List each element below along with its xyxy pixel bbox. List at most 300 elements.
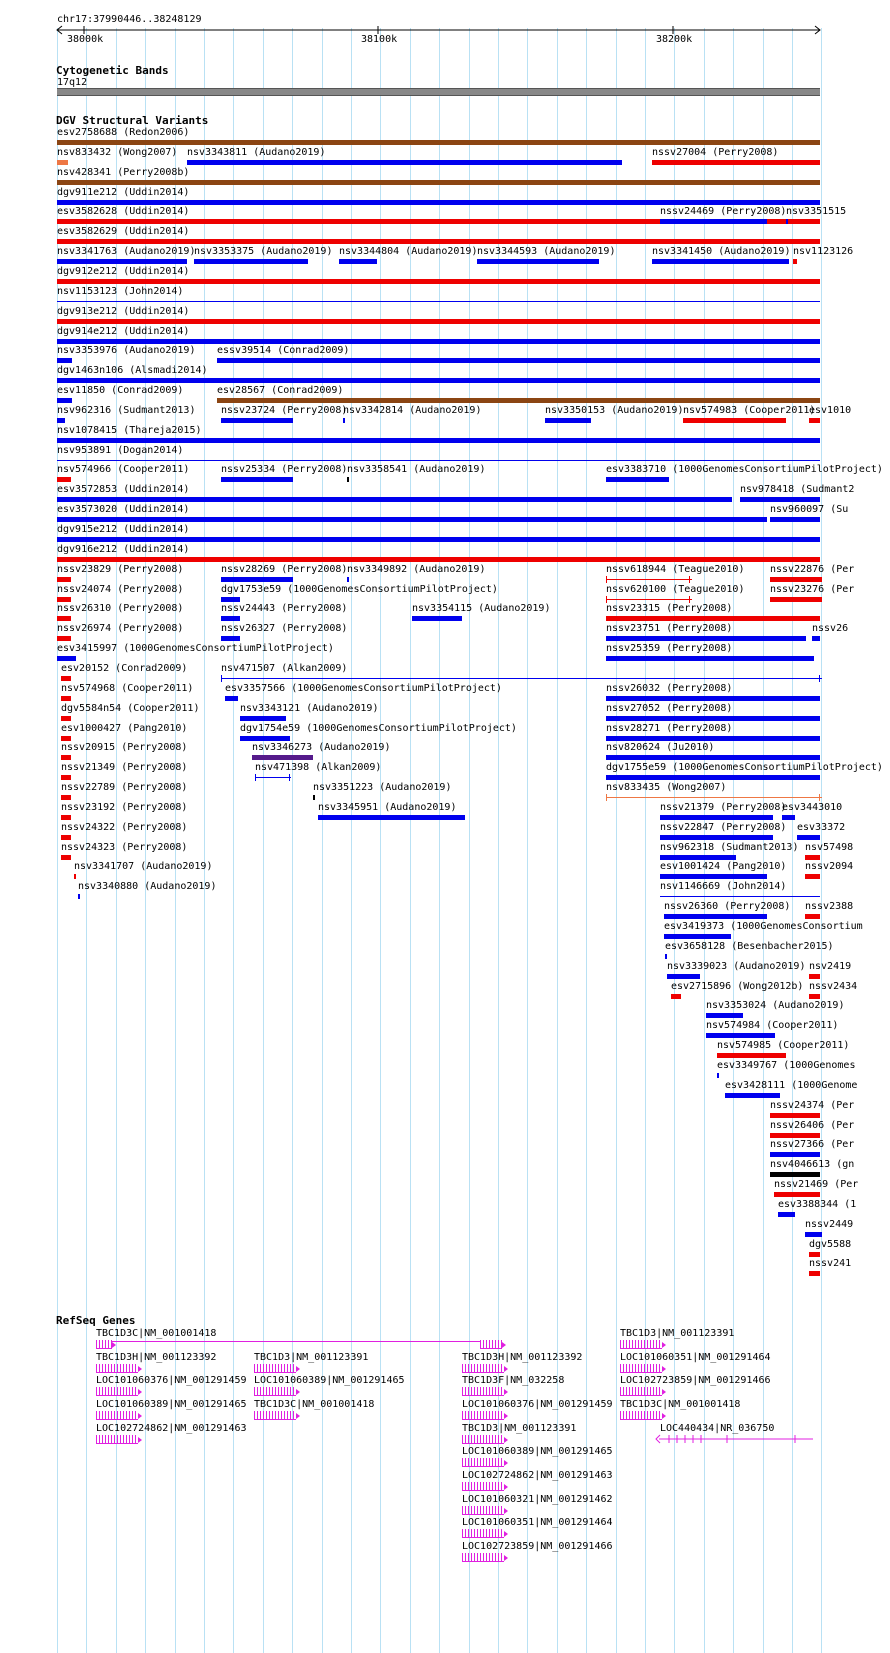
gene-label[interactable]: LOC101060351|NM_001291464 xyxy=(462,1517,613,1528)
variant-label[interactable]: nsv3343121 (Audano2019) xyxy=(240,703,379,714)
variant-bar[interactable] xyxy=(57,460,820,461)
variant-label[interactable]: esv3357566 (1000GenomesConsortiumPilotProject) xyxy=(225,683,502,694)
gene-label[interactable]: LOC102724862|NM_001291463 xyxy=(462,1470,613,1481)
variant-label[interactable]: nsv3354115 (Audano2019) xyxy=(412,603,551,614)
gene-label[interactable]: LOC101060321|NM_001291462 xyxy=(462,1494,613,1505)
variant-bar[interactable] xyxy=(240,716,286,721)
variant-label[interactable]: dgv916e212 (Uddin2014) xyxy=(57,544,190,555)
variant-bar[interactable] xyxy=(221,636,240,641)
variant-label[interactable]: nsv574983 (Cooper2011) xyxy=(683,405,816,416)
variant-bar[interactable] xyxy=(78,894,80,899)
cytoband-bar[interactable] xyxy=(57,88,820,96)
variant-label[interactable]: nssv620100 (Teague2010) xyxy=(606,584,745,595)
variant-bar[interactable] xyxy=(61,795,71,800)
variant-label[interactable]: nsv1078415 (Thareja2015) xyxy=(57,425,202,436)
grid-line xyxy=(616,28,617,1653)
variant-label[interactable]: nssv26032 (Perry2008) xyxy=(606,683,733,694)
variant-bar[interactable] xyxy=(57,378,820,383)
variant-label[interactable]: nsv3353024 (Audano2019) xyxy=(706,1000,845,1011)
gene-model[interactable] xyxy=(462,1482,504,1491)
variant-bar[interactable] xyxy=(786,219,788,224)
variant-label[interactable]: nssv26 xyxy=(812,623,849,634)
variant-label[interactable]: nssv26360 (Perry2008) xyxy=(664,901,791,912)
variant-bar[interactable] xyxy=(606,755,820,760)
variant-bar[interactable] xyxy=(805,1232,822,1237)
variant-bar[interactable] xyxy=(57,339,820,344)
ruler-tick-label: 38000k xyxy=(67,34,104,45)
gene-label[interactable]: TBC1D3|NM_001123391 xyxy=(462,1423,577,1434)
variant-bar[interactable] xyxy=(57,259,187,264)
variant-bar[interactable] xyxy=(545,418,591,423)
variant-label[interactable]: dgv1754e59 (1000GenomesConsortiumPilotProject) xyxy=(240,723,517,734)
variant-label[interactable]: nsv2419 xyxy=(809,961,852,972)
variant-bar[interactable] xyxy=(57,497,732,502)
variant-label[interactable]: dgv915e212 (Uddin2014) xyxy=(57,524,190,535)
variant-label[interactable]: nsv574985 (Cooper2011) xyxy=(717,1040,850,1051)
variant-bar[interactable] xyxy=(717,1073,719,1078)
gene-label[interactable]: LOC440434|NR_036750 xyxy=(660,1423,775,1434)
variant-bar[interactable] xyxy=(57,180,820,185)
variant-bar[interactable] xyxy=(61,676,71,681)
strand-arrow-icon xyxy=(504,1508,508,1514)
variant-bar[interactable] xyxy=(664,914,767,919)
variant-label[interactable]: nsv471507 (Alkan2009) xyxy=(221,663,348,674)
variant-label[interactable]: nssv28271 (Perry2008) xyxy=(606,723,733,734)
variant-bar[interactable] xyxy=(57,160,68,165)
variant-label[interactable]: nssv2388 xyxy=(805,901,854,912)
variant-label[interactable]: dgv911e212 (Uddin2014) xyxy=(57,187,190,198)
gene-model[interactable] xyxy=(462,1553,504,1562)
variant-label[interactable]: esv2715896 (Wong2012b) xyxy=(671,981,804,992)
variant-bar[interactable] xyxy=(57,301,820,302)
variant-bar[interactable] xyxy=(652,259,789,264)
variant-label[interactable]: dgv913e212 (Uddin2014) xyxy=(57,306,190,317)
variant-bar[interactable] xyxy=(805,855,820,860)
variant-label[interactable]: dgv912e212 (Uddin2014) xyxy=(57,266,190,277)
variant-bar[interactable] xyxy=(778,1212,795,1217)
variant-bar[interactable] xyxy=(74,874,76,879)
variant-label[interactable]: nssv23751 (Perry2008) xyxy=(606,623,733,634)
variant-label[interactable]: nsv574984 (Cooper2011) xyxy=(706,1020,839,1031)
gene-model[interactable] xyxy=(462,1458,504,1467)
variant-bar[interactable] xyxy=(57,537,820,542)
variant-label[interactable]: esv11850 (Conrad2009) xyxy=(57,385,184,396)
variant-bar[interactable] xyxy=(57,517,767,522)
gene-label[interactable]: TBC1D3|NM_001123391 xyxy=(254,1352,369,1363)
gene-model[interactable] xyxy=(96,1411,138,1420)
variant-bar[interactable] xyxy=(805,914,820,919)
variant-label[interactable]: nssv2449 xyxy=(805,1219,854,1230)
gene-model[interactable] xyxy=(462,1506,504,1515)
variant-label[interactable]: nsv3344804 (Audano2019) xyxy=(339,246,478,257)
variant-label[interactable]: nsv574966 (Cooper2011) xyxy=(57,464,190,475)
variant-bar[interactable] xyxy=(57,656,76,661)
dgv-track-title[interactable]: DGV Structural Variants xyxy=(56,114,209,127)
variant-label[interactable]: nsv3341763 (Audano2019) xyxy=(57,246,196,257)
grid-line xyxy=(439,28,440,1653)
variant-bar[interactable] xyxy=(61,815,71,820)
variant-bar[interactable] xyxy=(652,160,820,165)
variant-bar[interactable] xyxy=(606,616,820,621)
variant-label[interactable]: esv33372 xyxy=(797,822,846,833)
variant-label[interactable]: nsv3340880 (Audano2019) xyxy=(78,881,217,892)
strand-arrow-icon xyxy=(662,1342,666,1348)
variant-bar[interactable] xyxy=(740,497,820,502)
variant-bar[interactable] xyxy=(57,616,71,621)
variant-bar[interactable] xyxy=(255,777,291,778)
gene-label[interactable]: LOC101060376|NM_001291459 xyxy=(96,1375,247,1386)
variant-label[interactable]: nsv3349892 (Audano2019) xyxy=(347,564,486,575)
variant-bar[interactable] xyxy=(606,579,692,580)
variant-label[interactable]: nsv3353375 (Audano2019) xyxy=(194,246,333,257)
variant-end-tick xyxy=(819,794,820,801)
gene-label[interactable]: LOC102724862|NM_001291463 xyxy=(96,1423,247,1434)
variant-label[interactable]: dgv1755e59 (1000GenomesConsortiumPilotProject) xyxy=(606,762,883,773)
variant-label[interactable]: esv3443010 xyxy=(782,802,843,813)
variant-bar[interactable] xyxy=(61,716,71,721)
gene-model[interactable] xyxy=(462,1411,504,1420)
variant-bar[interactable] xyxy=(57,597,71,602)
variant-label[interactable]: nssv25334 (Perry2008) xyxy=(221,464,348,475)
variant-label[interactable]: esv28567 (Conrad2009) xyxy=(217,385,344,396)
variant-bar[interactable] xyxy=(606,775,820,780)
gene-label[interactable]: LOC102723859|NM_001291466 xyxy=(462,1541,613,1552)
variant-label[interactable]: nssv23192 (Perry2008) xyxy=(61,802,188,813)
variant-label[interactable]: nssv23724 (Perry2008) xyxy=(221,405,348,416)
variant-bar[interactable] xyxy=(809,418,820,423)
variant-bar[interactable] xyxy=(717,1053,786,1058)
variant-label[interactable]: nssv20915 (Perry2008) xyxy=(61,742,188,753)
variant-label[interactable]: nssv24374 (Per xyxy=(770,1100,855,1111)
variant-bar[interactable] xyxy=(683,418,786,423)
gene-label[interactable]: TBC1D3F|NM_032258 xyxy=(462,1375,565,1386)
gene-intron-line xyxy=(112,1341,480,1342)
variant-bar[interactable] xyxy=(606,696,820,701)
variant-label[interactable]: nsv3350153 (Audano2019) xyxy=(545,405,684,416)
variant-label[interactable]: nssv27052 (Perry2008) xyxy=(606,703,733,714)
variant-bar[interactable] xyxy=(782,815,795,820)
gene-model[interactable] xyxy=(620,1340,662,1349)
gene-model[interactable] xyxy=(462,1529,504,1538)
variant-bar[interactable] xyxy=(61,696,71,701)
variant-label[interactable]: nssv27004 (Perry2008) xyxy=(652,147,779,158)
variant-label[interactable]: dgv5584n54 (Cooper2011) xyxy=(61,703,200,714)
variant-bar[interactable] xyxy=(606,797,822,798)
variant-label[interactable]: nssv23829 (Perry2008) xyxy=(57,564,184,575)
variant-label[interactable]: nsv3344593 (Audano2019) xyxy=(477,246,616,257)
variant-bar[interactable] xyxy=(809,994,820,999)
variant-bar[interactable] xyxy=(221,597,240,602)
refseq-track-title[interactable]: RefSeq Genes xyxy=(56,1314,136,1327)
variant-bar[interactable] xyxy=(217,358,820,363)
variant-bar[interactable] xyxy=(671,994,681,999)
strand-arrow-icon xyxy=(504,1555,508,1561)
variant-bar[interactable] xyxy=(770,1152,820,1157)
variant-label[interactable]: nsv962316 (Sudmant2013) xyxy=(57,405,196,416)
variant-label[interactable]: esv3573020 (Uddin2014) xyxy=(57,504,190,515)
variant-label[interactable]: nsv1123126 xyxy=(793,246,854,257)
variant-bar[interactable] xyxy=(252,755,313,760)
variant-label[interactable]: esv3582628 (Uddin2014) xyxy=(57,206,190,217)
gene-label[interactable]: LOC101060376|NM_001291459 xyxy=(462,1399,613,1410)
variant-bar[interactable] xyxy=(61,855,71,860)
gene-label[interactable]: TBC1D3C|NM_001001418 xyxy=(96,1328,217,1339)
variant-label[interactable]: nssv2434 xyxy=(809,981,858,992)
gene-label[interactable]: TBC1D3|NM_001123391 xyxy=(620,1328,735,1339)
variant-bar[interactable] xyxy=(313,795,315,800)
gene-model[interactable] xyxy=(96,1435,138,1444)
variant-label[interactable]: nsv1153123 (John2014) xyxy=(57,286,184,297)
gene-model[interactable] xyxy=(96,1340,112,1349)
variant-label[interactable]: nsv833435 (Wong2007) xyxy=(606,782,727,793)
variant-bar[interactable] xyxy=(57,140,820,145)
variant-label[interactable]: nssv21469 (Per xyxy=(774,1179,859,1190)
cytoband-track-title[interactable]: Cytogenetic Bands xyxy=(56,64,169,77)
variant-label[interactable]: nssv24322 (Perry2008) xyxy=(61,822,188,833)
variant-label[interactable]: nsv428341 (Perry2008b) xyxy=(57,167,190,178)
variant-label[interactable]: dgv1753e59 (1000GenomesConsortiumPilotProject) xyxy=(221,584,498,595)
variant-bar[interactable] xyxy=(793,259,797,264)
variant-bar[interactable] xyxy=(57,418,65,423)
variant-label[interactable]: nsv960097 (Su xyxy=(770,504,849,515)
variant-label[interactable]: nsv820624 (Ju2010) xyxy=(606,742,715,753)
variant-label[interactable]: nsv833432 (Wong2007) xyxy=(57,147,178,158)
variant-label[interactable]: nsv3345951 (Audano2019) xyxy=(318,802,457,813)
variant-label[interactable]: nssv22876 (Per xyxy=(770,564,855,575)
variant-label[interactable]: nssv28269 (Perry2008) xyxy=(221,564,348,575)
variant-label[interactable]: nsv3339023 (Audano2019) xyxy=(667,961,806,972)
strand-arrow-icon xyxy=(504,1531,508,1537)
variant-bar[interactable] xyxy=(797,835,820,840)
variant-label[interactable]: nssv241 xyxy=(809,1258,852,1269)
variant-bar[interactable] xyxy=(606,716,820,721)
variant-label[interactable]: nssv26310 (Perry2008) xyxy=(57,603,184,614)
variant-bar[interactable] xyxy=(57,398,72,403)
variant-label[interactable]: nssv25359 (Perry2008) xyxy=(606,643,733,654)
variant-bar[interactable] xyxy=(660,874,767,879)
variant-label[interactable]: nsv3358541 (Audano2019) xyxy=(347,464,486,475)
variant-label[interactable]: nssv24074 (Perry2008) xyxy=(57,584,184,595)
strand-arrow-icon xyxy=(504,1437,508,1443)
variant-bar[interactable] xyxy=(221,418,293,423)
variant-bar[interactable] xyxy=(809,974,820,979)
variant-bar[interactable] xyxy=(61,736,71,741)
variant-label[interactable]: nssv22789 (Perry2008) xyxy=(61,782,188,793)
gene-label[interactable]: LOC101060389|NM_001291465 xyxy=(96,1399,247,1410)
gene-label[interactable]: LOC101060389|NM_001291465 xyxy=(462,1446,613,1457)
variant-bar[interactable] xyxy=(57,438,820,443)
variant-bar[interactable] xyxy=(660,815,773,820)
variant-label[interactable]: nsv3341707 (Audano2019) xyxy=(74,861,213,872)
variant-label[interactable]: essv39514 (Conrad2009) xyxy=(217,345,350,356)
variant-bar[interactable] xyxy=(725,1093,780,1098)
variant-bar[interactable] xyxy=(809,1252,820,1257)
gene-model[interactable] xyxy=(480,1340,502,1349)
variant-label[interactable]: esv1010 xyxy=(809,405,852,416)
variant-bar[interactable] xyxy=(660,219,767,224)
gene-model[interactable] xyxy=(462,1364,504,1373)
variant-bar[interactable] xyxy=(770,597,822,602)
variant-label[interactable]: dgv914e212 (Uddin2014) xyxy=(57,326,190,337)
variant-bar[interactable] xyxy=(57,279,820,284)
variant-bar[interactable] xyxy=(770,1172,820,1177)
variant-bar[interactable] xyxy=(57,239,820,244)
variant-label[interactable]: nssv24323 (Perry2008) xyxy=(61,842,188,853)
variant-label[interactable]: nssv21379 (Perry2008) xyxy=(660,802,787,813)
variant-bar[interactable] xyxy=(770,1113,820,1118)
variant-bar[interactable] xyxy=(770,1133,820,1138)
variant-label[interactable]: esv3419373 (1000GenomesConsortium xyxy=(664,921,863,932)
variant-bar[interactable] xyxy=(57,557,820,562)
variant-label[interactable]: nsv3353976 (Audano2019) xyxy=(57,345,196,356)
variant-bar[interactable] xyxy=(706,1033,775,1038)
variant-bar[interactable] xyxy=(339,259,377,264)
strand-arrow-icon xyxy=(502,1342,506,1348)
gene-label[interactable]: LOC101060351|NM_001291464 xyxy=(620,1352,771,1363)
variant-label[interactable]: nsv4046613 (gn xyxy=(770,1159,855,1170)
variant-bar[interactable] xyxy=(343,418,345,423)
variant-label[interactable]: nsv57498 xyxy=(805,842,854,853)
variant-bar[interactable] xyxy=(347,577,349,582)
gene-label[interactable]: TBC1D3C|NM_001001418 xyxy=(620,1399,741,1410)
variant-bar[interactable] xyxy=(57,477,71,482)
variant-label[interactable]: esv1000427 (Pang2010) xyxy=(61,723,188,734)
variant-label[interactable]: esv3383710 (1000GenomesConsortiumPilotProject) xyxy=(606,464,883,475)
variant-label[interactable]: nssv22847 (Perry2008) xyxy=(660,822,787,833)
gene-model[interactable] xyxy=(254,1387,296,1396)
variant-bar[interactable] xyxy=(221,477,293,482)
variant-label[interactable]: nsv978418 (Sudmant2 xyxy=(740,484,855,495)
variant-bar[interactable] xyxy=(221,577,293,582)
variant-bar[interactable] xyxy=(809,1271,820,1276)
variant-bar[interactable] xyxy=(660,896,820,897)
gene-model[interactable] xyxy=(96,1387,138,1396)
variant-label[interactable]: nssv23315 (Perry2008) xyxy=(606,603,733,614)
variant-label[interactable]: esv3388344 (1 xyxy=(778,1199,857,1210)
variant-label[interactable]: nssv26406 (Per xyxy=(770,1120,855,1131)
variant-bar[interactable] xyxy=(187,160,622,165)
variant-label[interactable]: nsv953891 (Dogan2014) xyxy=(57,445,184,456)
variant-label[interactable]: nssv24443 (Perry2008) xyxy=(221,603,348,614)
variant-label[interactable]: esv3658128 (Besenbacher2015) xyxy=(665,941,834,952)
variant-label[interactable]: nsv1146669 (John2014) xyxy=(660,881,787,892)
variant-bar[interactable] xyxy=(221,616,240,621)
variant-bar[interactable] xyxy=(61,755,71,760)
gene-label[interactable]: TBC1D3H|NM_001123392 xyxy=(96,1352,217,1363)
variant-bar[interactable] xyxy=(240,736,290,741)
variant-bar[interactable] xyxy=(606,656,814,661)
gene-model[interactable] xyxy=(620,1364,662,1373)
variant-label[interactable]: nsv3342814 (Audano2019) xyxy=(343,405,482,416)
variant-label[interactable]: nsv574968 (Cooper2011) xyxy=(61,683,194,694)
variant-label[interactable]: nsv3343811 (Audano2019) xyxy=(187,147,326,158)
variant-bar[interactable] xyxy=(665,954,667,959)
gene-model[interactable] xyxy=(254,1411,296,1420)
variant-bar[interactable] xyxy=(57,200,820,205)
variant-bar[interactable] xyxy=(347,477,349,482)
variant-bar[interactable] xyxy=(57,636,71,641)
variant-label[interactable]: nssv2094 xyxy=(805,861,854,872)
variant-label[interactable]: esv20152 (Conrad2009) xyxy=(61,663,188,674)
variant-label[interactable]: nsv3346273 (Audano2019) xyxy=(252,742,391,753)
variant-label[interactable]: nssv23276 (Per xyxy=(770,584,855,595)
gene-label[interactable]: TBC1D3C|NM_001001418 xyxy=(254,1399,375,1410)
variant-bar[interactable] xyxy=(660,835,773,840)
grid-line xyxy=(792,28,793,1653)
variant-bar[interactable] xyxy=(217,398,820,403)
variant-label[interactable]: esv2758688 (Redon2006) xyxy=(57,127,190,138)
variant-label[interactable]: esv3572853 (Uddin2014) xyxy=(57,484,190,495)
variant-label[interactable]: dgv1463n106 (Alsmadi2014) xyxy=(57,365,208,376)
variant-label[interactable]: nsv962318 (Sudmant2013) xyxy=(660,842,799,853)
variant-bar[interactable] xyxy=(194,259,308,264)
variant-label[interactable]: nsv471398 (Alkan2009) xyxy=(255,762,382,773)
variant-label[interactable]: nssv26327 (Perry2008) xyxy=(221,623,348,634)
gene-label[interactable]: LOC102723859|NM_001291466 xyxy=(620,1375,771,1386)
gene-model[interactable] xyxy=(462,1387,504,1396)
gene-model[interactable] xyxy=(462,1435,504,1444)
variant-bar[interactable] xyxy=(606,736,820,741)
variant-label[interactable]: nssv27366 (Per xyxy=(770,1139,855,1150)
variant-label[interactable]: dgv5588 xyxy=(809,1239,852,1250)
variant-bar[interactable] xyxy=(606,636,806,641)
variant-bar[interactable] xyxy=(770,577,822,582)
gene-model[interactable] xyxy=(254,1364,296,1373)
variant-bar[interactable] xyxy=(667,974,700,979)
variant-label[interactable]: nsv3351223 (Audano2019) xyxy=(313,782,452,793)
variant-label[interactable]: nssv24469 (Perry2008) xyxy=(660,206,787,217)
gene-model[interactable] xyxy=(620,1411,662,1420)
variant-label[interactable]: esv3415997 (1000GenomesConsortiumPilotProject) xyxy=(57,643,334,654)
variant-label[interactable]: esv3428111 (1000Genome xyxy=(725,1080,858,1091)
gene-model[interactable] xyxy=(655,1433,817,1447)
variant-bar[interactable] xyxy=(57,577,71,582)
variant-bar[interactable] xyxy=(660,855,736,860)
variant-bar[interactable] xyxy=(221,678,822,679)
gene-label[interactable]: LOC101060389|NM_001291465 xyxy=(254,1375,405,1386)
variant-bar[interactable] xyxy=(225,696,238,701)
variant-bar[interactable] xyxy=(606,477,669,482)
strand-arrow-icon xyxy=(662,1413,666,1419)
variant-bar[interactable] xyxy=(61,835,71,840)
variant-bar[interactable] xyxy=(412,616,462,621)
variant-label[interactable]: esv3582629 (Uddin2014) xyxy=(57,226,190,237)
variant-bar[interactable] xyxy=(57,319,820,324)
strand-arrow-icon xyxy=(504,1366,508,1372)
variant-label[interactable]: nssv21349 (Perry2008) xyxy=(61,762,188,773)
variant-bar[interactable] xyxy=(770,517,820,522)
variant-label[interactable]: nssv26974 (Perry2008) xyxy=(57,623,184,634)
variant-bar[interactable] xyxy=(606,599,692,600)
variant-bar[interactable] xyxy=(57,358,72,363)
gene-model[interactable] xyxy=(96,1364,138,1373)
variant-bar[interactable] xyxy=(812,636,820,641)
variant-label[interactable]: nsv3351515 xyxy=(786,206,847,217)
variant-label[interactable]: nsv3341450 (Audano2019) xyxy=(652,246,791,257)
variant-bar[interactable] xyxy=(706,1013,743,1018)
gene-model[interactable] xyxy=(620,1387,662,1396)
variant-label[interactable]: nssv618944 (Teague2010) xyxy=(606,564,745,575)
variant-label[interactable]: esv1001424 (Pang2010) xyxy=(660,861,787,872)
variant-bar[interactable] xyxy=(477,259,599,264)
variant-bar[interactable] xyxy=(774,1192,820,1197)
variant-bar[interactable] xyxy=(61,775,71,780)
variant-bar[interactable] xyxy=(318,815,465,820)
variant-bar[interactable] xyxy=(664,934,731,939)
variant-label[interactable]: esv3349767 (1000Genomes xyxy=(717,1060,856,1071)
gene-label[interactable]: TBC1D3H|NM_001123392 xyxy=(462,1352,583,1363)
variant-bar[interactable] xyxy=(805,874,820,879)
